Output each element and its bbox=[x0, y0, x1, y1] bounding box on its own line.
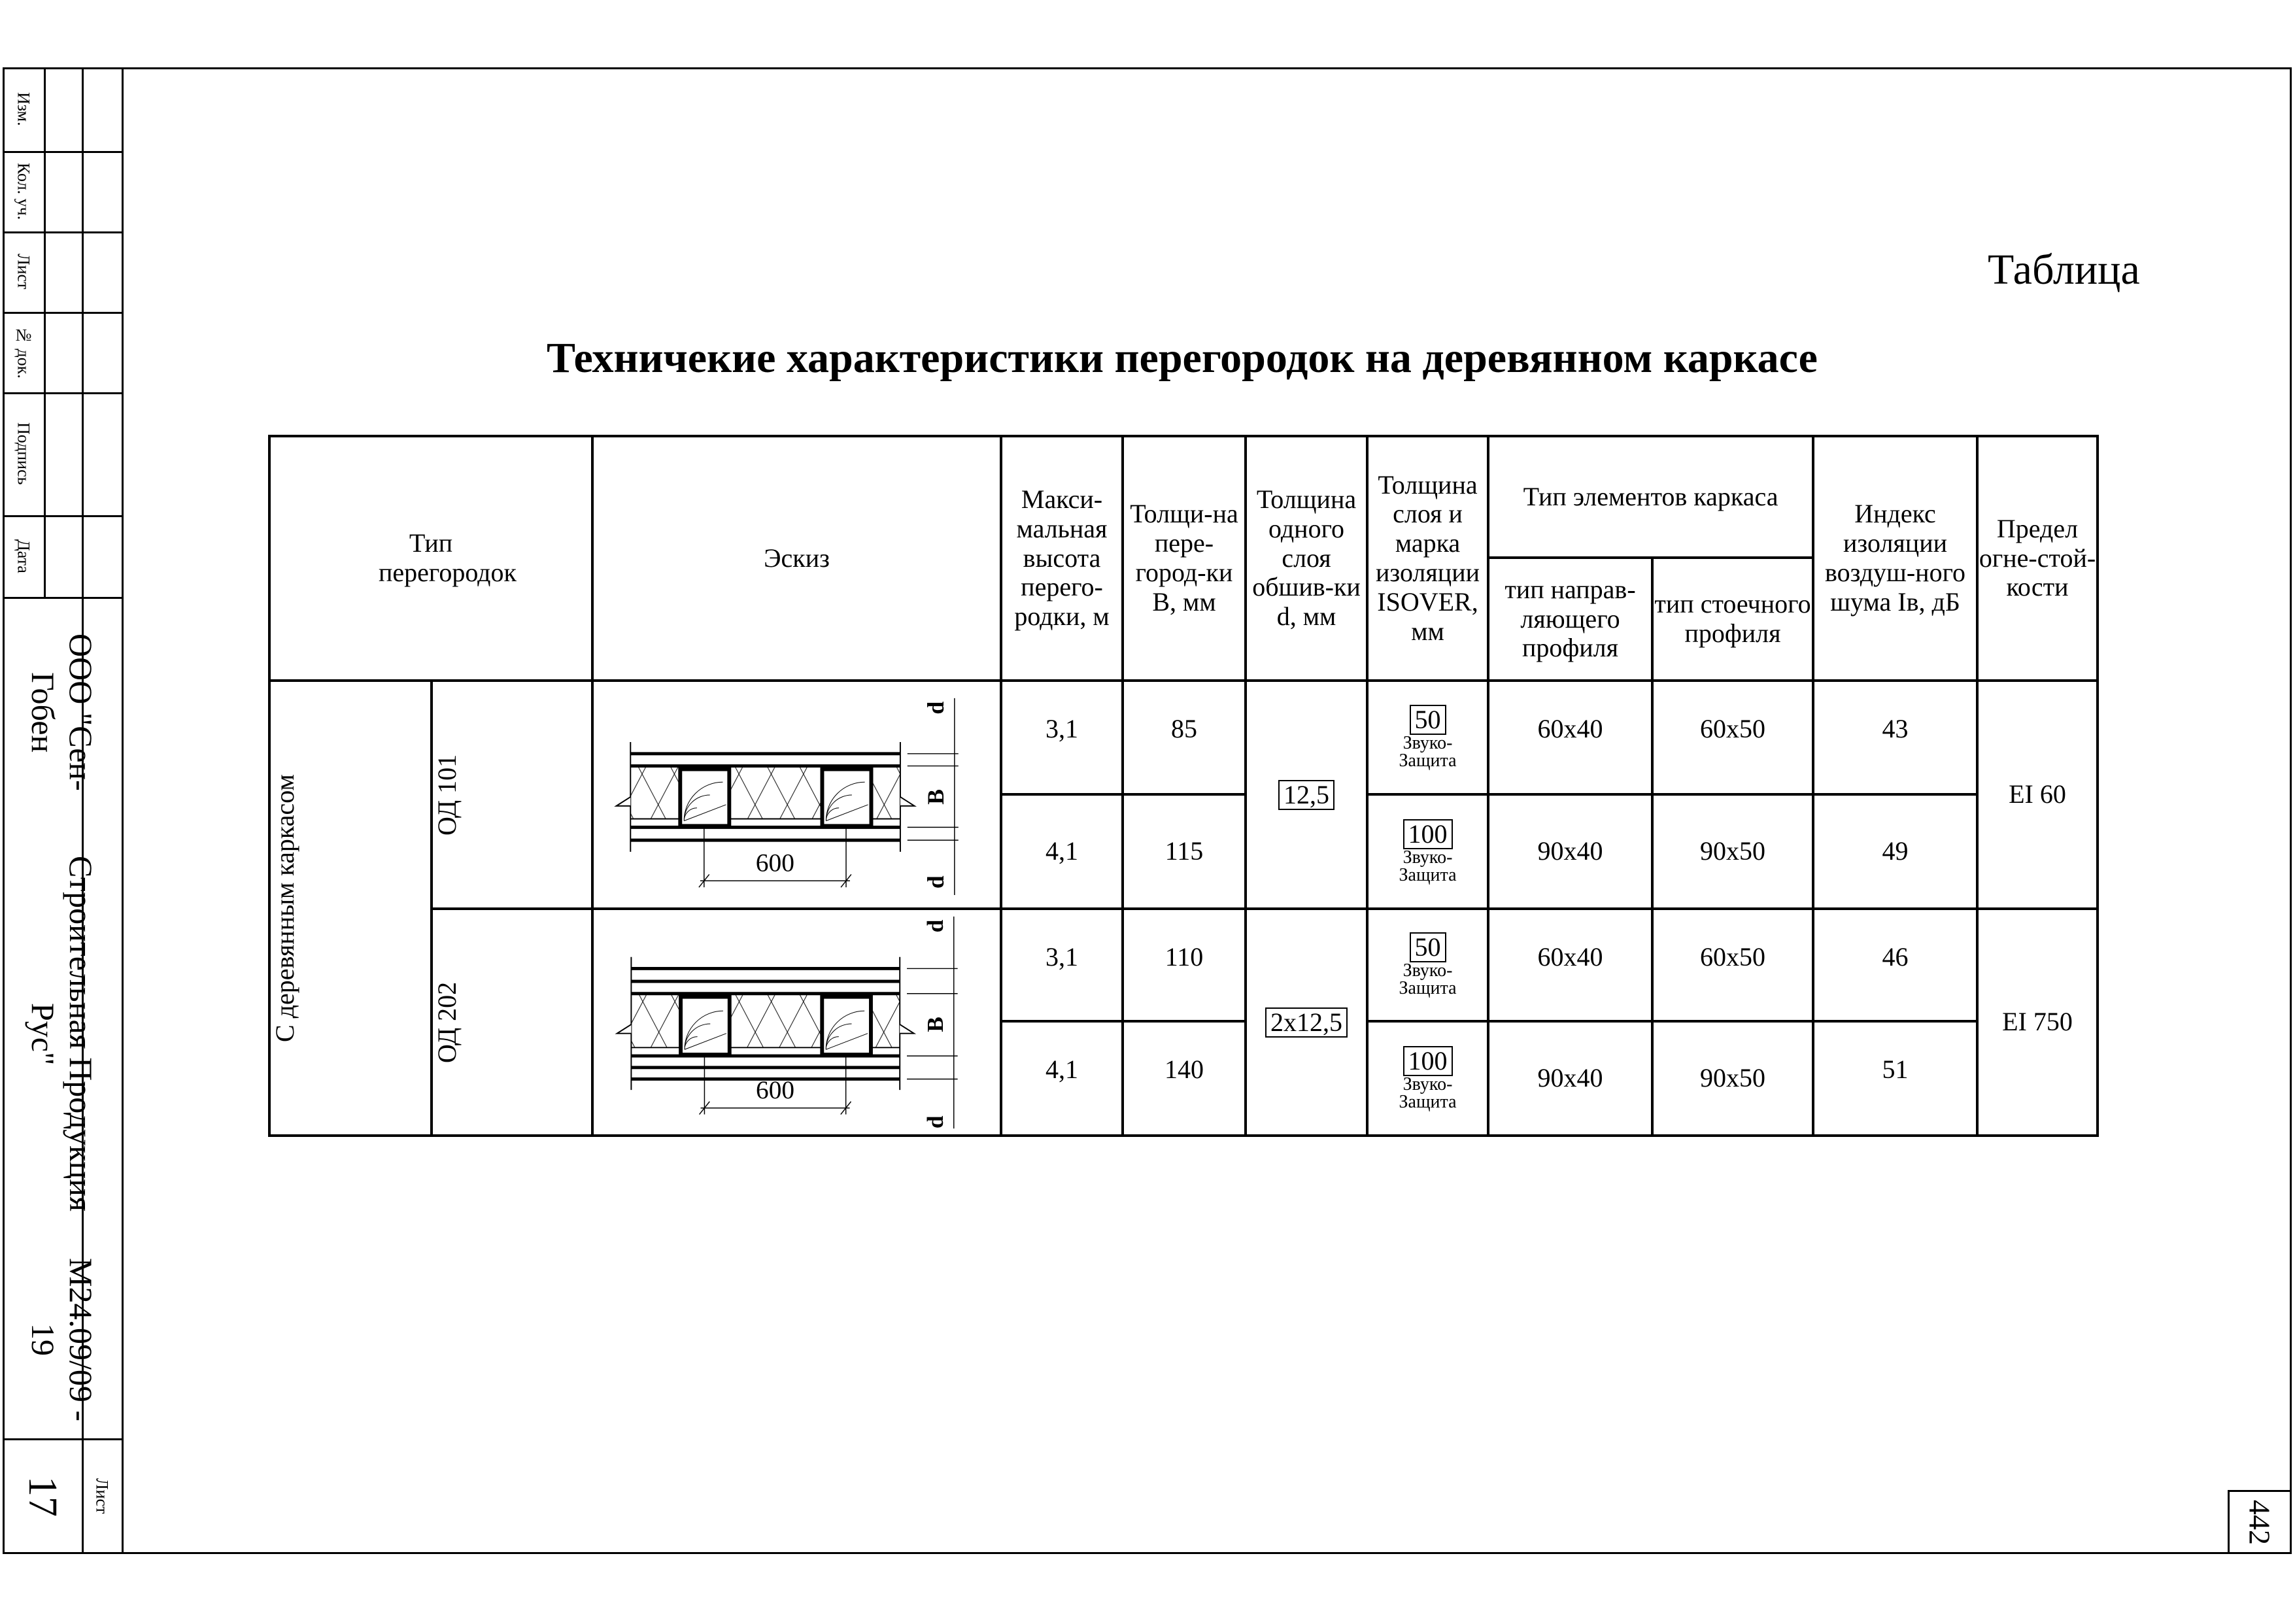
group-label: С деревянным каркасом bbox=[270, 774, 299, 1042]
max-height: 4,1 bbox=[1001, 1021, 1123, 1136]
guide-profile: 60x40 bbox=[1488, 909, 1652, 1021]
max-height: 3,1 bbox=[1001, 909, 1123, 1021]
thickness: 140 bbox=[1123, 1021, 1246, 1136]
header-thickness: Толщи-на пере-город-ки В, мм bbox=[1123, 436, 1246, 681]
guide-profile: 60x40 bbox=[1488, 681, 1652, 794]
header-max-height: Макси-мальная высота перего-родки, м bbox=[1001, 436, 1123, 681]
max-height: 4,1 bbox=[1001, 794, 1123, 909]
table-label: Таблица bbox=[1988, 246, 2140, 294]
partition-name-cell bbox=[432, 909, 592, 1136]
layer-value: 2x12,5 bbox=[1265, 1007, 1348, 1038]
company-line1: ООО "Сен-Гобен bbox=[25, 633, 99, 791]
insulation-value: 50 bbox=[1410, 705, 1446, 735]
max-height: 3,1 bbox=[1001, 681, 1123, 794]
stamp-divider bbox=[44, 67, 46, 597]
sketch-b-label: B bbox=[922, 1017, 949, 1032]
sketch-b-label: B bbox=[923, 789, 949, 805]
header-layer: Толщина одного слоя обшив-ки d, мм bbox=[1246, 436, 1367, 681]
fire-rating: EI 60 bbox=[1977, 681, 2098, 909]
sketch-cell bbox=[592, 909, 1001, 1136]
header-type bbox=[269, 436, 592, 681]
sound-index: 51 bbox=[1813, 1021, 1977, 1136]
sketch-od101 bbox=[594, 682, 997, 907]
partition-name: ОД 101 bbox=[432, 754, 462, 836]
insulation-brand: Звуко-Защита bbox=[1399, 733, 1457, 771]
sketch-d-label: d bbox=[923, 701, 949, 715]
insulation-cell bbox=[1367, 681, 1488, 794]
sketch-d-label: d bbox=[922, 919, 949, 933]
stud-profile: 90x50 bbox=[1652, 794, 1813, 909]
stamp-divider bbox=[122, 67, 124, 1554]
stamp-label-date: Дата bbox=[14, 539, 33, 573]
header-insulation: Толщина слоя и марка изоляции ISOVER, мм bbox=[1367, 436, 1488, 681]
insulation-brand: Звуко-Защита bbox=[1399, 960, 1457, 998]
table-row bbox=[269, 909, 2098, 1021]
company-stamp bbox=[3, 597, 122, 1438]
sound-index: 49 bbox=[1813, 794, 1977, 909]
company-line2: Строительная Продукция Рус" bbox=[25, 856, 99, 1212]
stamp-label-kol-uch: Кол. уч. bbox=[14, 162, 33, 220]
insulation-brand: Звуко-Защита bbox=[1399, 847, 1457, 885]
layer-value: 12,5 bbox=[1278, 780, 1334, 810]
insulation-cell bbox=[1367, 1021, 1488, 1136]
group-label-cell bbox=[269, 681, 432, 1136]
insulation-cell bbox=[1367, 909, 1488, 1021]
layer-cell bbox=[1246, 909, 1367, 1136]
thickness: 115 bbox=[1123, 794, 1246, 909]
sheet-number: 17 bbox=[20, 1476, 65, 1517]
sketch-spacing-label: 600 bbox=[755, 848, 795, 877]
insulation-value: 100 bbox=[1403, 819, 1453, 849]
sketch-od202 bbox=[594, 910, 997, 1134]
guide-profile: 90x40 bbox=[1488, 794, 1652, 909]
sketch-spacing-label: 600 bbox=[756, 1075, 795, 1104]
sheet-label: Лист bbox=[92, 1478, 112, 1514]
thickness: 85 bbox=[1123, 681, 1246, 794]
header-stud-profile: тип стоечного профиля bbox=[1652, 558, 1813, 681]
sketch-d-label: d bbox=[922, 1115, 949, 1129]
page-number: 442 bbox=[2228, 1490, 2292, 1554]
insulation-cell bbox=[1367, 794, 1488, 909]
partition-name: ОД 202 bbox=[432, 981, 462, 1063]
stud-profile: 60x50 bbox=[1652, 681, 1813, 794]
header-guide-profile: тип направ-ляющего профиля bbox=[1488, 558, 1652, 681]
stud-profile: 90x50 bbox=[1652, 1021, 1813, 1136]
sound-index: 43 bbox=[1813, 681, 1977, 794]
layer-cell bbox=[1246, 681, 1367, 909]
thickness: 110 bbox=[1123, 909, 1246, 1021]
insulation-value: 50 bbox=[1410, 932, 1446, 962]
sound-index: 46 bbox=[1813, 909, 1977, 1021]
stamp-label-signature: Подпись bbox=[14, 422, 33, 485]
stud-profile: 60x50 bbox=[1652, 909, 1813, 1021]
page-title: Техничекие характеристики перегородок на деревянном каркасе bbox=[547, 334, 1818, 382]
stamp-label-izm: Изм. bbox=[14, 92, 33, 126]
insulation-value: 100 bbox=[1403, 1046, 1453, 1076]
sketch-cell bbox=[592, 681, 1001, 909]
header-sound-index: Индекс изоляции воздуш-ного шума Iв, дБ bbox=[1813, 436, 1977, 681]
header-fire-rating: Предел огне-стой-кости bbox=[1977, 436, 2098, 681]
insulation-brand: Звуко-Защита bbox=[1399, 1074, 1457, 1112]
header-type-text: Тип перегородок bbox=[379, 528, 517, 587]
header-frame-group: Тип элементов каркаса bbox=[1488, 436, 1813, 558]
sketch-d-label: d bbox=[923, 875, 949, 889]
header-sketch: Эскиз bbox=[592, 436, 1001, 681]
document-code: М24.09/09 - 19 bbox=[25, 1257, 99, 1421]
stamp-label-doc-no: № док. bbox=[14, 326, 33, 379]
fire-rating: EI 750 bbox=[1977, 909, 2098, 1136]
stamp-label-list: Лист bbox=[14, 254, 33, 290]
partition-name-cell bbox=[432, 681, 592, 909]
partition-specs-table bbox=[268, 435, 2099, 1137]
table-row bbox=[269, 681, 2098, 794]
guide-profile: 90x40 bbox=[1488, 1021, 1652, 1136]
